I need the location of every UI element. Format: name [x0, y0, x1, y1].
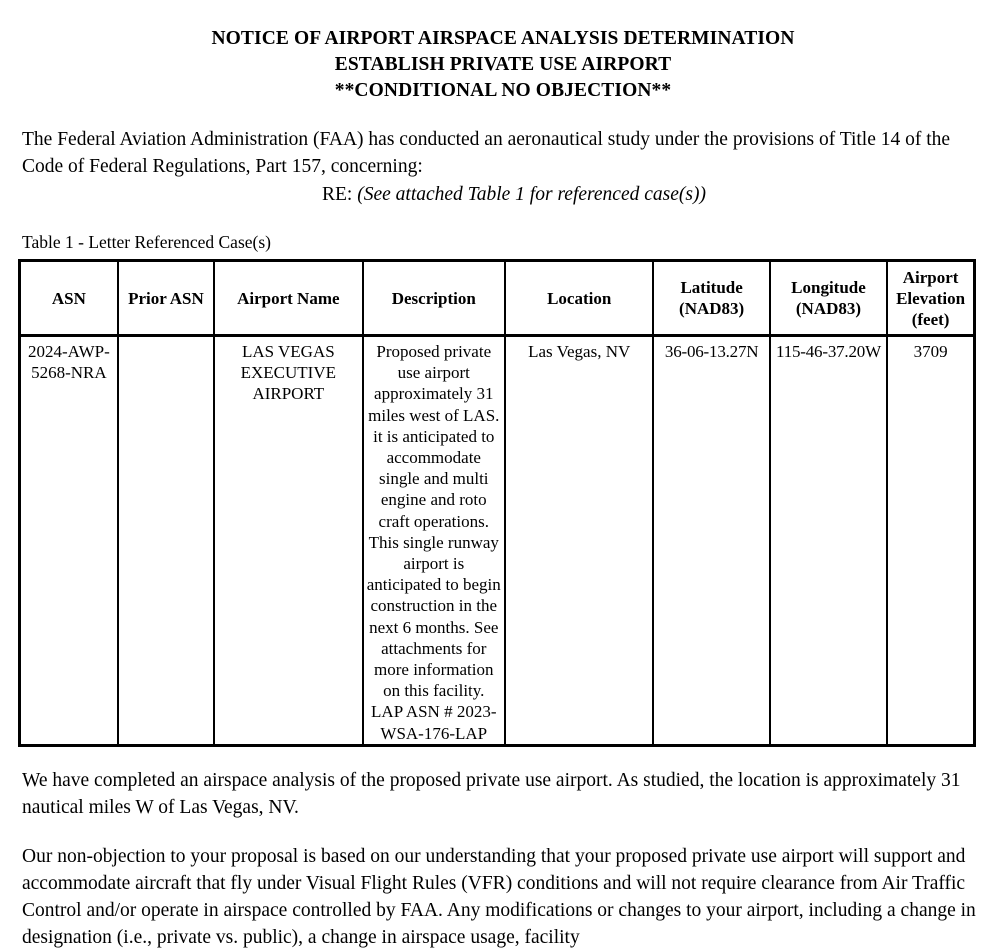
- cell-longitude: 115-46-37.20W: [770, 336, 887, 746]
- column-header-elevation: [887, 261, 974, 336]
- column-header-latitude-line2: (NAD83): [679, 299, 745, 318]
- document-title-block: [0, 0, 1006, 104]
- column-header-location: Location: [505, 261, 653, 336]
- case-table-container: [18, 259, 976, 747]
- table-caption: Table 1 - Letter Referenced Case(s): [22, 232, 271, 252]
- column-header-longitude-line2: (NAD83): [795, 299, 862, 318]
- closing-paragraph-2: Our non-objection to your proposal is based on our understanding that your proposed private use airport will support and accommodate aircraft that fly under Visual Flight Rules (VFR) conditions and will not require clearance from Air Traffic Control and/or operate in airspace controlled by FAA. Any modifications or changes to your airport, including a change in designation (i.e., private vs. public), a change in airspace usage, facility: [22, 845, 976, 948]
- column-header-latitude: [653, 261, 769, 336]
- cell-airport-name: LAS VEGAS EXECUTIVE AIRPORT: [214, 336, 362, 746]
- column-header-airport-name: Airport Name: [214, 261, 362, 336]
- cell-prior-asn: [118, 336, 214, 746]
- page-title-line-3: **CONDITIONAL NO OBJECTION**: [334, 80, 672, 101]
- cell-asn: 2024-AWP-5268-NRA: [20, 336, 118, 746]
- column-header-latitude-line1: Latitude: [680, 278, 743, 297]
- intro-paragraph: The Federal Aviation Administration (FAA) has conducted an aeronautical study under the provisions of Title 14 of the Code of Federal Regulations, Part 157, concerning:: [22, 129, 951, 177]
- table-header-row: [20, 261, 975, 336]
- table-row: [20, 336, 975, 746]
- column-header-longitude-line1: Longitude: [791, 278, 866, 297]
- re-line: [22, 180, 984, 208]
- column-header-asn: ASN: [20, 261, 118, 336]
- column-header-elevation-line2: Elevation: [896, 288, 966, 308]
- cell-description: Proposed private use airport approximately 31 miles west of LAS. it is anticipated to accommodate single and multi engine and roto craft operations. This single runway airport is anticipated to begin construction in the next 6 months. See attachments for more information on this facility. LAP ASN # 2023-WSA-176-LAP: [363, 336, 505, 746]
- column-header-description: Description: [363, 261, 505, 336]
- re-text: (See attached Table 1 for referenced case(s)): [357, 184, 706, 205]
- re-label: RE:: [322, 184, 353, 205]
- cell-latitude: 36-06-13.27N: [653, 336, 769, 746]
- column-header-longitude: [770, 261, 887, 336]
- page-title-line-2: ESTABLISH PRIVATE USE AIRPORT: [334, 54, 672, 75]
- case-table: [18, 259, 976, 747]
- column-header-prior-asn: Prior ASN: [118, 261, 214, 336]
- column-header-elevation-line3: (feet): [911, 309, 950, 329]
- column-header-elevation-line1: Airport: [902, 267, 959, 287]
- cell-elevation: 3709: [887, 336, 974, 746]
- page-title-line-1: NOTICE OF AIRPORT AIRSPACE ANALYSIS DETERMINATION: [211, 28, 795, 49]
- cell-location: Las Vegas, NV: [505, 336, 653, 746]
- closing-paragraph-1: We have completed an airspace analysis of the proposed private use airport. As studied, the location is approximately 31 nautical miles W of Las Vegas, NV.: [22, 769, 961, 818]
